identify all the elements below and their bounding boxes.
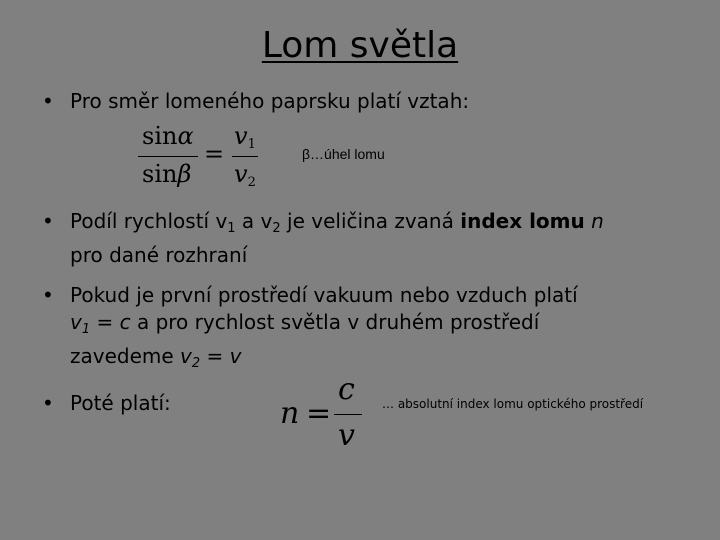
bullet-2-line2: pro dané rozhraní xyxy=(70,243,248,267)
formula2-lhs: n xyxy=(280,396,300,431)
beta-note: β…úhel lomu xyxy=(302,146,385,162)
snell-formula xyxy=(138,122,268,192)
bullet-1-text: Pro směr lomeného paprsku platí vztah: xyxy=(70,89,470,113)
fraction-bar-right xyxy=(232,156,258,157)
bullet-dot: • xyxy=(42,89,54,113)
bullet-dot: • xyxy=(42,283,54,307)
formula-num-left: sinα xyxy=(142,122,194,150)
fraction-bar xyxy=(334,414,362,415)
bullet-4 xyxy=(42,390,171,417)
bullet-dot: • xyxy=(42,209,54,233)
formula2-num: c xyxy=(338,372,355,407)
bullet-3-line3: zavedeme $v_2 = v$ xyxy=(70,344,242,371)
formula-den-left: sinβ xyxy=(142,160,192,188)
bullet-3-line2: $v_1 = c$ a pro rychlost světla v druhém prostředí xyxy=(70,310,540,337)
formula-den-right: $v_2$ xyxy=(234,160,256,190)
refractive-index-formula xyxy=(280,374,370,454)
absolute-index-note: … absolutní index lomu optického prostředí xyxy=(382,397,644,411)
fraction-bar-left xyxy=(138,156,198,157)
bullet-2-line1: Podíl rychlostí $v_1$ a $v_2$ je veličina zvaná index lomu n xyxy=(70,209,604,236)
formula2-equals: = xyxy=(306,396,332,431)
formula2-den: v xyxy=(338,418,355,453)
bullet-3-line1: Pokud je první prostředí vakuum nebo vzduch platí xyxy=(70,283,578,307)
bullet-3 xyxy=(42,282,578,377)
page-title: Lom světla xyxy=(261,25,459,66)
formula-num-right: $v_1$ xyxy=(234,122,256,152)
bullet-4-text: Poté platí: xyxy=(70,391,171,415)
formula-equals: = xyxy=(204,140,225,168)
bullet-2 xyxy=(42,208,604,269)
bullet-1 xyxy=(42,88,470,115)
bullet-dot: • xyxy=(42,391,54,415)
